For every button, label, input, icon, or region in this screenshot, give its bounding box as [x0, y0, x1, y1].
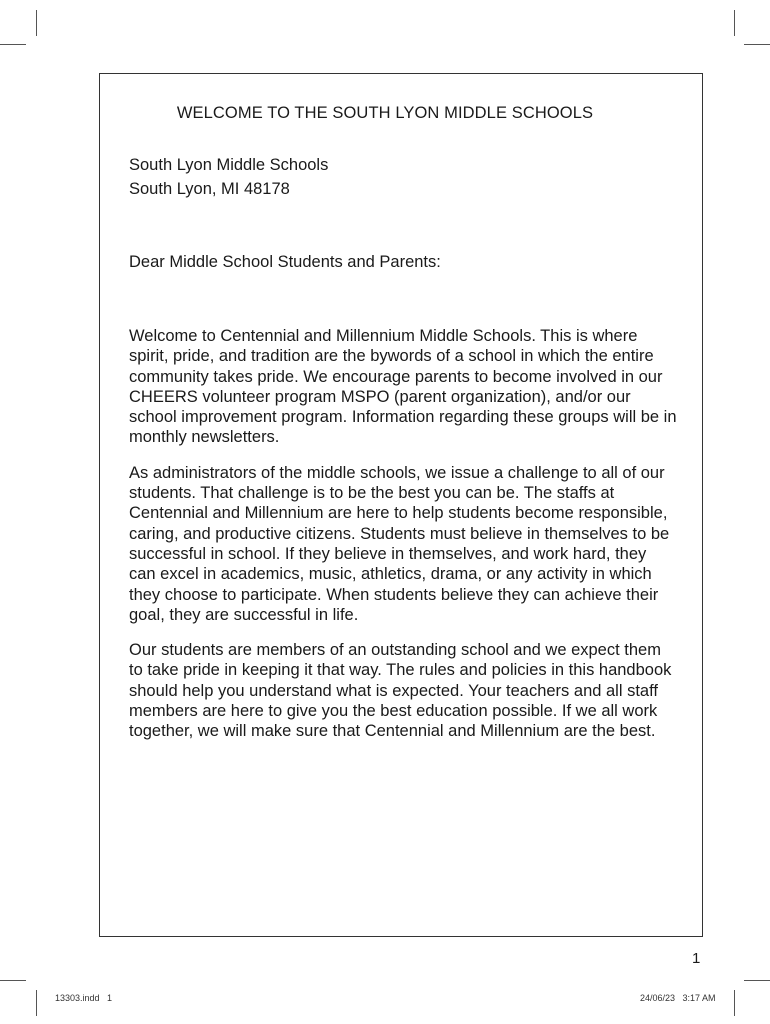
greeting: Dear Middle School Students and Parents: — [129, 253, 441, 271]
document-heading: WELCOME TO THE SOUTH LYON MIDDLE SCHOOLS — [176, 104, 594, 122]
crop-mark-top-right — [734, 10, 735, 36]
crop-mark-top-left-h — [0, 44, 26, 45]
print-slug-file: 13303.indd 1 — [55, 993, 113, 1003]
address-block — [129, 153, 677, 201]
crop-mark-top-right-h — [744, 44, 770, 45]
crop-mark-bottom-left-h — [0, 980, 26, 981]
address-line-1: South Lyon Middle Schools — [129, 156, 329, 174]
address-line-2: South Lyon, MI 48178 — [129, 180, 290, 198]
print-slug-timestamp: 24/06/23 3:17 AM — [640, 993, 716, 1003]
crop-mark-bottom-right-h — [744, 980, 770, 981]
paragraph-welcome: Welcome to Centennial and Millennium Middle Schools. This is where spirit, pride, and tradition are the bywords of a school in which the entire community takes pride. We encourage parents to become involved in our CHEERS volunteer program MSPO (parent organization), and/or our school improvement program. Information regarding these groups will be in monthly newsletters. — [129, 327, 677, 447]
paragraph-challenge: As administrators of the middle schools, we issue a challenge to all of our students. That challenge is to be the best you can be. The staffs at Centennial and Millennium are here to help students become responsible, caring, and productive citizens. Students must believe in themselves to be successful in school. If they believe in themselves, and work hard, they can excel in academics, music, athletics, drama, or any activity in which they choose to participate. When students believe they can achieve their goal, they are successful in life. — [129, 463, 670, 624]
page-number: 1 — [692, 950, 701, 967]
letter-body — [129, 326, 677, 757]
crop-mark-bottom-right — [734, 990, 735, 1016]
paragraph-expectations: Our students are members of an outstanding school and we expect them to take pride in keeping it that way. The rules and policies in this handbook should help you understand what is expected. Your teachers and all staff members are here to give you the best education possible. If we all work together, we will make sure that Centennial and Millennium are the best. — [129, 641, 672, 741]
crop-mark-top-left — [36, 10, 37, 36]
crop-mark-bottom-left — [36, 990, 37, 1016]
